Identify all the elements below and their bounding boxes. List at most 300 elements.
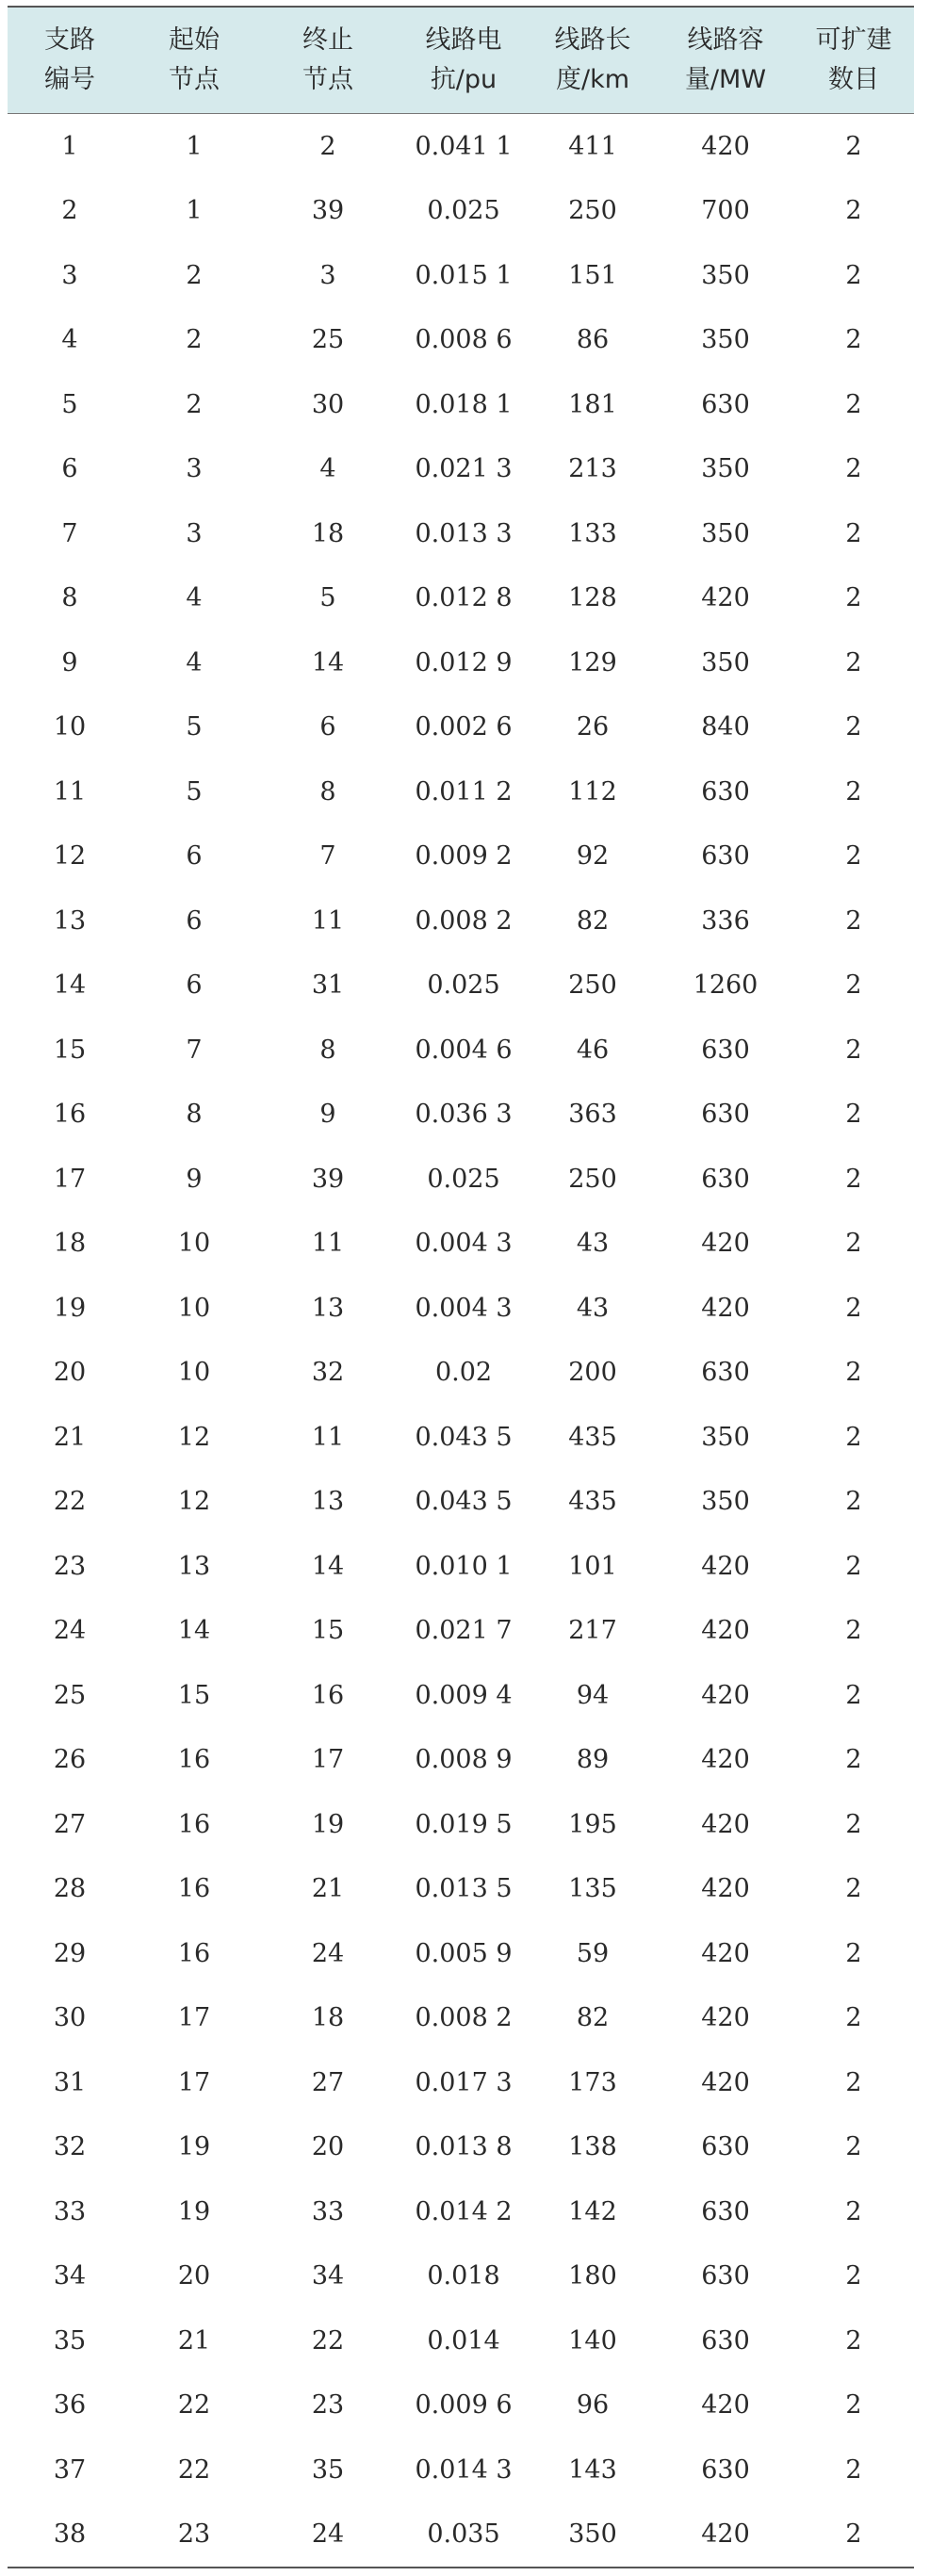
- cell-expandable-count: 2: [845, 583, 862, 613]
- header-branch-id: [8, 7, 132, 114]
- cell-branch-id: 9: [61, 647, 78, 677]
- cell-capacity: 630: [701, 389, 750, 419]
- cell-expandable-count: 2: [793, 2503, 914, 2568]
- cell-capacity: 420: [701, 1551, 750, 1581]
- cell-length: 92: [576, 841, 610, 872]
- cell-expandable-count: 2: [845, 325, 862, 355]
- cell-capacity: 350: [701, 325, 750, 355]
- cell-from-node: 5: [186, 776, 203, 807]
- cell-capacity: 630: [701, 2196, 750, 2226]
- cell-length: 133: [568, 518, 617, 548]
- table-header: [8, 7, 914, 114]
- header-reactance: [400, 7, 528, 114]
- header-line: 量/MW: [684, 65, 767, 94]
- table-body: [8, 114, 914, 2568]
- cell-expandable-count: 2: [845, 2325, 862, 2356]
- cell-expandable-count: 2: [845, 389, 862, 419]
- cell-reactance: 0.009 6: [415, 2390, 513, 2421]
- cell-branch-id: 4: [61, 325, 78, 355]
- cell-to-node: 19: [311, 1809, 345, 1839]
- cell-capacity: 420: [701, 2003, 750, 2033]
- cell-capacity: 420: [701, 131, 750, 161]
- cell-expandable-count: 2: [845, 2261, 862, 2291]
- cell-branch-id: 11: [53, 776, 87, 807]
- cell-branch-id: 10: [53, 712, 87, 742]
- cell-capacity: 1260: [693, 970, 758, 1001]
- cell-expandable-count: 2: [845, 1358, 862, 1388]
- cell-reactance: 0.018 1: [415, 389, 513, 419]
- cell-to-node: 25: [311, 325, 345, 355]
- header-from-node: [132, 7, 256, 114]
- cell-branch-id: 32: [53, 2132, 87, 2162]
- cell-from-node: 23: [132, 2503, 256, 2568]
- table-row: [8, 1728, 914, 1793]
- cell-to-node: 14: [311, 647, 345, 677]
- table-row: [8, 2179, 914, 2244]
- table-row: [8, 954, 914, 1019]
- cell-from-node: 3: [186, 518, 203, 548]
- cell-branch-id: 25: [53, 1680, 87, 1710]
- cell-branch-id: 20: [53, 1358, 87, 1388]
- cell-from-node: 4: [186, 647, 203, 677]
- cell-length: 180: [568, 2261, 617, 2291]
- cell-length: 128: [568, 583, 617, 613]
- cell-reactance: 0.004 3: [415, 1293, 513, 1323]
- cell-expandable-count: 2: [845, 647, 862, 677]
- cell-branch-id: 3: [61, 260, 78, 290]
- cell-branch-id: 5: [61, 389, 78, 419]
- cell-capacity: 420: [701, 2067, 750, 2097]
- cell-branch-id: 1: [61, 131, 78, 161]
- cell-length: 350: [528, 2503, 658, 2568]
- cell-branch-id: 28: [53, 1874, 87, 1904]
- cell-expandable-count: 2: [845, 970, 862, 1001]
- cell-reactance: 0.02: [434, 1358, 493, 1388]
- cell-from-node: 13: [177, 1551, 211, 1581]
- cell-length: 82: [576, 905, 610, 936]
- table-row: [8, 2050, 914, 2115]
- cell-reactance: 0.019 5: [415, 1809, 513, 1839]
- cell-branch-id: 13: [53, 905, 87, 936]
- cell-length: 112: [568, 776, 617, 807]
- cell-capacity: 630: [701, 776, 750, 807]
- cell-from-node: 6: [186, 841, 203, 872]
- cell-branch-id: 8: [61, 583, 78, 613]
- cell-from-node: 6: [186, 905, 203, 936]
- table-row: [8, 1534, 914, 1599]
- cell-from-node: 16: [177, 1874, 211, 1904]
- cell-from-node: 22: [177, 2454, 211, 2485]
- cell-reactance: 0.015 1: [415, 260, 513, 290]
- cell-length: 43: [576, 1293, 610, 1323]
- cell-reactance: 0.041 1: [415, 131, 513, 161]
- cell-expandable-count: 2: [845, 1809, 862, 1839]
- cell-from-node: 2: [186, 389, 203, 419]
- table-row: [8, 1470, 914, 1535]
- table-row: [8, 179, 914, 244]
- cell-reactance: 0.013 3: [415, 518, 513, 548]
- cell-length: 195: [568, 1809, 617, 1839]
- cell-length: 143: [568, 2454, 617, 2485]
- cell-branch-id: 2: [61, 196, 78, 226]
- cell-from-node: 6: [186, 970, 203, 1001]
- table-row: [8, 308, 914, 373]
- cell-branch-id: 30: [53, 2003, 87, 2033]
- cell-expandable-count: 2: [845, 454, 862, 484]
- cell-length: 140: [568, 2325, 617, 2356]
- cell-reactance: 0.004 6: [415, 1035, 513, 1065]
- cell-reactance: 0.013 8: [415, 2132, 513, 2162]
- cell-to-node: 39: [311, 1164, 345, 1194]
- cell-to-node: 13: [311, 1487, 345, 1517]
- cell-capacity: 420: [701, 1938, 750, 1968]
- table-row: [8, 1663, 914, 1728]
- cell-to-node: 33: [311, 2196, 345, 2226]
- cell-to-node: 15: [311, 1616, 345, 1646]
- cell-length: 101: [568, 1551, 617, 1581]
- cell-length: 86: [576, 325, 610, 355]
- cell-to-node: 23: [311, 2390, 345, 2421]
- cell-branch-id: 21: [53, 1422, 87, 1452]
- cell-from-node: 16: [177, 1938, 211, 1968]
- cell-reactance: 0.005 9: [415, 1938, 513, 1968]
- cell-expandable-count: 2: [845, 1745, 862, 1775]
- cell-expandable-count: 2: [845, 1551, 862, 1581]
- cell-from-node: 16: [177, 1809, 211, 1839]
- cell-expandable-count: 2: [845, 2196, 862, 2226]
- header-line: 线路长: [554, 25, 631, 55]
- cell-branch-id: 26: [53, 1745, 87, 1775]
- cell-to-node: 2: [319, 131, 336, 161]
- cell-from-node: 12: [177, 1487, 211, 1517]
- cell-to-node: 27: [311, 2067, 345, 2097]
- cell-capacity: 630: [701, 841, 750, 872]
- table-row: [8, 501, 914, 566]
- cell-reactance: 0.025: [427, 1164, 500, 1194]
- cell-capacity: 420: [701, 1293, 750, 1323]
- cell-to-node: 7: [319, 841, 336, 872]
- cell-to-node: 24: [256, 2503, 400, 2568]
- branch-parameter-table: [8, 6, 914, 2568]
- cell-to-node: 18: [311, 2003, 345, 2033]
- cell-branch-id: 24: [53, 1616, 87, 1646]
- cell-from-node: 9: [186, 1164, 203, 1194]
- cell-to-node: 4: [319, 454, 336, 484]
- cell-reactance: 0.008 2: [415, 2003, 513, 2033]
- cell-branch-id: 37: [53, 2454, 87, 2485]
- cell-expandable-count: 2: [845, 776, 862, 807]
- cell-length: 89: [576, 1745, 610, 1775]
- cell-to-node: 21: [311, 1874, 345, 1904]
- cell-length: 435: [568, 1422, 617, 1452]
- cell-expandable-count: 2: [845, 1874, 862, 1904]
- cell-to-node: 6: [319, 712, 336, 742]
- cell-length: 200: [568, 1358, 617, 1388]
- cell-branch-id: 27: [53, 1809, 87, 1839]
- cell-length: 250: [568, 970, 617, 1001]
- cell-to-node: 11: [311, 905, 345, 936]
- cell-length: 129: [568, 647, 617, 677]
- header-capacity: [658, 7, 793, 114]
- cell-to-node: 39: [311, 196, 345, 226]
- cell-from-node: 12: [177, 1422, 211, 1452]
- cell-capacity: 350: [701, 454, 750, 484]
- cell-to-node: 17: [311, 1745, 345, 1775]
- cell-capacity: 336: [701, 905, 750, 936]
- cell-length: 213: [568, 454, 617, 484]
- header-line: 节点: [302, 65, 353, 94]
- cell-reactance: 0.021 3: [415, 454, 513, 484]
- cell-to-node: 8: [319, 776, 336, 807]
- header-line: 数目: [828, 65, 879, 94]
- cell-branch-id: 6: [61, 454, 78, 484]
- cell-from-node: 16: [177, 1745, 211, 1775]
- header-line: 支路: [44, 25, 95, 55]
- cell-reactance: 0.010 1: [415, 1551, 513, 1581]
- cell-capacity: 840: [701, 712, 750, 742]
- cell-from-node: 2: [186, 260, 203, 290]
- cell-reactance: 0.036 3: [415, 1100, 513, 1130]
- cell-capacity: 630: [701, 1358, 750, 1388]
- cell-branch-id: 31: [53, 2067, 87, 2097]
- cell-from-node: 8: [186, 1100, 203, 1130]
- cell-expandable-count: 2: [845, 2003, 862, 2033]
- cell-reactance: 0.008 9: [415, 1745, 513, 1775]
- cell-capacity: 420: [658, 2503, 793, 2568]
- cell-capacity: 630: [701, 1100, 750, 1130]
- cell-length: 435: [568, 1487, 617, 1517]
- cell-from-node: 22: [177, 2390, 211, 2421]
- table-row: [8, 372, 914, 437]
- table-row: [8, 114, 914, 179]
- cell-to-node: 5: [319, 583, 336, 613]
- cell-branch-id: 38: [8, 2503, 132, 2568]
- cell-to-node: 31: [311, 970, 345, 1001]
- table-row: [8, 1599, 914, 1664]
- header-line: 起始: [169, 25, 220, 55]
- cell-from-node: 3: [186, 454, 203, 484]
- cell-to-node: 30: [311, 389, 345, 419]
- table-row: [8, 1147, 914, 1212]
- table-row: [8, 2373, 914, 2438]
- cell-to-node: 14: [311, 1551, 345, 1581]
- cell-to-node: 24: [311, 1938, 345, 1968]
- cell-expandable-count: 2: [845, 2390, 862, 2421]
- cell-reactance: 0.025: [427, 196, 500, 226]
- table-row: [8, 630, 914, 695]
- cell-length: 96: [576, 2390, 610, 2421]
- cell-reactance: 0.025: [427, 970, 500, 1001]
- cell-capacity: 420: [701, 1874, 750, 1904]
- cell-branch-id: 35: [53, 2325, 87, 2356]
- cell-from-node: 19: [177, 2196, 211, 2226]
- cell-expandable-count: 2: [845, 131, 862, 161]
- cell-branch-id: 14: [53, 970, 87, 1001]
- cell-reactance: 0.043 5: [415, 1487, 513, 1517]
- cell-from-node: 5: [186, 712, 203, 742]
- cell-to-node: 11: [311, 1422, 345, 1452]
- table-row: [8, 2244, 914, 2309]
- table-row: [8, 1276, 914, 1341]
- cell-expandable-count: 2: [845, 260, 862, 290]
- cell-reactance: 0.012 9: [415, 647, 513, 677]
- cell-reactance: 0.002 6: [415, 712, 513, 742]
- cell-from-node: 20: [177, 2261, 211, 2291]
- table-row: [8, 1212, 914, 1277]
- cell-capacity: 350: [701, 647, 750, 677]
- cell-reactance: 0.043 5: [415, 1422, 513, 1452]
- cell-reactance: 0.035: [400, 2503, 528, 2568]
- cell-expandable-count: 2: [845, 1293, 862, 1323]
- cell-length: 59: [576, 1938, 610, 1968]
- cell-capacity: 350: [701, 518, 750, 548]
- cell-capacity: 630: [701, 2454, 750, 2485]
- cell-reactance: 0.014 2: [415, 2196, 513, 2226]
- cell-from-node: 7: [186, 1035, 203, 1065]
- header-expandable-count: [793, 7, 914, 114]
- header-line: 线路容: [687, 25, 764, 55]
- table-row: [8, 2503, 914, 2568]
- table-row: [8, 1405, 914, 1470]
- table-row: [8, 1857, 914, 1922]
- table-row: [8, 2437, 914, 2503]
- table-row: [8, 824, 914, 889]
- cell-branch-id: 7: [61, 518, 78, 548]
- cell-expandable-count: 2: [845, 905, 862, 936]
- cell-reactance: 0.013 5: [415, 1874, 513, 1904]
- cell-capacity: 420: [701, 1229, 750, 1259]
- header-line: 终止: [302, 25, 353, 55]
- cell-from-node: 1: [186, 196, 203, 226]
- cell-expandable-count: 2: [845, 1422, 862, 1452]
- cell-length: 82: [576, 2003, 610, 2033]
- cell-capacity: 420: [701, 1616, 750, 1646]
- cell-to-node: 34: [311, 2261, 345, 2291]
- cell-reactance: 0.009 2: [415, 841, 513, 872]
- cell-expandable-count: 2: [845, 1487, 862, 1517]
- table-row: [8, 2308, 914, 2373]
- cell-length: 46: [576, 1035, 610, 1065]
- header-to-node: [256, 7, 400, 114]
- cell-branch-id: 33: [53, 2196, 87, 2226]
- cell-length: 173: [568, 2067, 617, 2097]
- cell-capacity: 350: [701, 1422, 750, 1452]
- cell-to-node: 35: [311, 2454, 345, 2485]
- cell-capacity: 630: [701, 2325, 750, 2356]
- table-row: [8, 695, 914, 760]
- cell-to-node: 13: [311, 1293, 345, 1323]
- cell-expandable-count: 2: [845, 841, 862, 872]
- cell-to-node: 9: [319, 1100, 336, 1130]
- cell-capacity: 630: [701, 2132, 750, 2162]
- cell-reactance: 0.011 2: [415, 776, 513, 807]
- cell-expandable-count: 2: [845, 1229, 862, 1259]
- cell-to-node: 16: [311, 1680, 345, 1710]
- cell-to-node: 20: [311, 2132, 345, 2162]
- cell-reactance: 0.014: [427, 2325, 500, 2356]
- cell-expandable-count: 2: [845, 1164, 862, 1194]
- cell-from-node: 17: [177, 2067, 211, 2097]
- cell-from-node: 17: [177, 2003, 211, 2033]
- cell-branch-id: 15: [53, 1035, 87, 1065]
- cell-branch-id: 36: [53, 2390, 87, 2421]
- table-row: [8, 889, 914, 954]
- cell-to-node: 3: [319, 260, 336, 290]
- cell-to-node: 32: [311, 1358, 345, 1388]
- cell-branch-id: 29: [53, 1938, 87, 1968]
- table-row: [8, 759, 914, 824]
- table-row: [8, 1083, 914, 1148]
- cell-from-node: 1: [186, 131, 203, 161]
- cell-capacity: 420: [701, 583, 750, 613]
- cell-reactance: 0.009 4: [415, 1680, 513, 1710]
- cell-reactance: 0.021 7: [415, 1616, 513, 1646]
- cell-from-node: 21: [177, 2325, 211, 2356]
- cell-capacity: 420: [701, 2390, 750, 2421]
- cell-branch-id: 12: [53, 841, 87, 872]
- cell-length: 26: [576, 712, 610, 742]
- cell-capacity: 420: [701, 1809, 750, 1839]
- cell-length: 181: [568, 389, 617, 419]
- cell-to-node: 11: [311, 1229, 345, 1259]
- cell-expandable-count: 2: [845, 2132, 862, 2162]
- cell-length: 250: [568, 1164, 617, 1194]
- header-line: 抗/pu: [430, 65, 497, 94]
- cell-to-node: 22: [311, 2325, 345, 2356]
- cell-length: 138: [568, 2132, 617, 2162]
- cell-expandable-count: 2: [845, 2454, 862, 2485]
- cell-from-node: 14: [177, 1616, 211, 1646]
- cell-from-node: 10: [177, 1358, 211, 1388]
- header-line: 度/km: [555, 65, 630, 94]
- cell-branch-id: 18: [53, 1229, 87, 1259]
- cell-length: 142: [568, 2196, 617, 2226]
- cell-length: 151: [568, 260, 617, 290]
- cell-length: 135: [568, 1874, 617, 1904]
- cell-capacity: 350: [701, 260, 750, 290]
- cell-to-node: 18: [311, 518, 345, 548]
- cell-capacity: 350: [701, 1487, 750, 1517]
- cell-reactance: 0.012 8: [415, 583, 513, 613]
- cell-reactance: 0.008 6: [415, 325, 513, 355]
- cell-from-node: 19: [177, 2132, 211, 2162]
- cell-reactance: 0.008 2: [415, 905, 513, 936]
- table-row: [8, 243, 914, 308]
- cell-from-node: 10: [177, 1293, 211, 1323]
- table-row: [8, 1921, 914, 1986]
- cell-branch-id: 19: [53, 1293, 87, 1323]
- header-line: 编号: [44, 65, 95, 94]
- header-line: 可扩建: [815, 25, 892, 55]
- header-line: 节点: [169, 65, 220, 94]
- cell-capacity: 420: [701, 1680, 750, 1710]
- cell-length: 250: [568, 196, 617, 226]
- cell-branch-id: 16: [53, 1100, 87, 1130]
- cell-branch-id: 23: [53, 1551, 87, 1581]
- cell-branch-id: 22: [53, 1487, 87, 1517]
- cell-reactance: 0.014 3: [415, 2454, 513, 2485]
- cell-expandable-count: 2: [845, 196, 862, 226]
- table-row: [8, 1018, 914, 1083]
- cell-branch-id: 34: [53, 2261, 87, 2291]
- cell-capacity: 630: [701, 1164, 750, 1194]
- cell-from-node: 4: [186, 583, 203, 613]
- cell-capacity: 630: [701, 1035, 750, 1065]
- table-row: [8, 1986, 914, 2051]
- table-row: [8, 566, 914, 631]
- table-row: [8, 2115, 914, 2180]
- cell-capacity: 420: [701, 1745, 750, 1775]
